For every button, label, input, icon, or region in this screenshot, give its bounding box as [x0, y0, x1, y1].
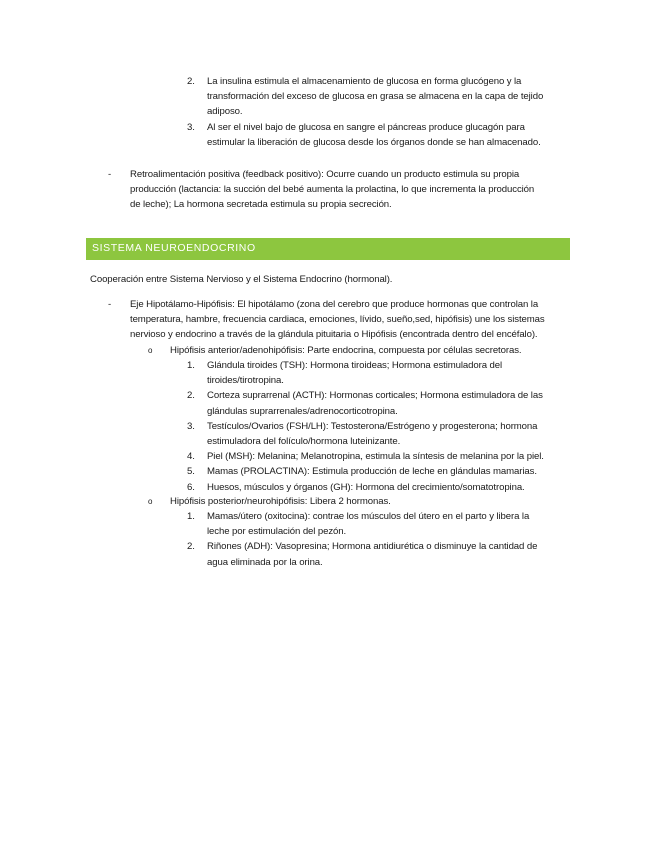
list-text-line: Huesos, músculos y órganos (GH): Hormona del crecimiento/somatotropina.: [207, 481, 525, 493]
bullet-text-line: Retroalimentación positiva (feedback positivo): Ocurre cuando un producto estimula su propia: [130, 169, 520, 180]
axis-bullet: [108, 297, 570, 343]
bullet-text-line: Eje Hipotálamo-Hipófisis: El hipotálamo (zona del cerebro que produce hormonas que controlan la: [130, 299, 539, 310]
bullet-text-line: temperatura, hambre, frecuencia cardiaca, emociones, lívido, sueño,sed, hipófisis) une los sistemas: [130, 314, 545, 326]
anterior-hormone-list: [187, 358, 567, 495]
list-text-line: glándulas suprarrenales/adrenocorticotropina.: [207, 405, 398, 417]
list-marker: 3.: [187, 420, 195, 432]
list-text-line: Corteza suprarrenal (ACTH): Hormonas corticales; Hormona estimuladora de las: [207, 390, 543, 402]
list-text-line: estimular la liberación de glucosa desde los órganos donde se han almacenado.: [207, 136, 541, 148]
list-text-line: Mamas (PROLACTINA): Estimula producción de leche en glándulas mamarias.: [207, 466, 537, 478]
section-intro: Cooperación entre Sistema Nervioso y el Sistema Endocrino (hormonal).: [90, 274, 393, 285]
list-item: [187, 480, 567, 495]
list-marker: 2.: [187, 390, 195, 402]
list-item: [187, 509, 567, 539]
list-marker: 4.: [187, 451, 195, 463]
list-marker: 2.: [187, 76, 195, 87]
list-item: [187, 358, 567, 388]
posterior-hormone-list: [187, 509, 567, 570]
list-text-line: estimuladora del folículo/hormona luteinizante.: [207, 436, 401, 448]
list-marker: 1.: [187, 360, 195, 371]
sub-bullet-text: Hipófisis posterior/neurohipófisis: Libera 2 hormonas.: [170, 496, 391, 507]
section-title: SISTEMA NEUROENDOCRINO: [92, 242, 256, 254]
list-text-line: La insulina estimula el almacenamiento de glucosa en forma glucógeno y la: [207, 76, 522, 87]
anterior-pituitary-item: [148, 343, 568, 358]
list-item: [187, 120, 567, 150]
bullet-text-line: nervioso y endocrino a través de la glándula pituitaria o Hipófisis (encontrada dentro del encéfalo).: [130, 329, 538, 341]
list-text-line: transformación del exceso de glucosa en grasa se almacena en la capa de tejido: [207, 91, 544, 103]
list-item: [187, 539, 567, 569]
section-banner: [86, 238, 570, 260]
posterior-pituitary-item: [148, 494, 568, 509]
sub-bullet-text: Hipófisis anterior/adenohipófisis: Parte endocrina, compuesta por células secretoras.: [170, 345, 522, 356]
list-marker: 1.: [187, 511, 195, 522]
list-text-line: Testículos/Ovarios (FSH/LH): Testosterona/Estrógeno y progesterona; hormona: [207, 420, 538, 432]
list-item: [187, 74, 567, 120]
list-item: [187, 449, 567, 464]
list-marker: 3.: [187, 121, 195, 133]
insulin-glucagon-list: [187, 74, 567, 150]
list-text-line: tiroides/tirotropina.: [207, 375, 284, 387]
list-text-line: Piel (MSH): Melanina; Melanotropina, estimula la síntesis de melanina por la piel.: [207, 451, 544, 463]
list-text-line: Glándula tiroides (TSH): Hormona tiroideas; Hormona estimuladora del: [207, 360, 503, 371]
list-text-line: Al ser el nivel bajo de glucosa en sangre el páncreas produce glucagón para: [207, 121, 525, 133]
list-item: [187, 464, 567, 479]
list-text-line: leche por estimulación del pezón.: [207, 526, 347, 538]
circle-marker: o: [148, 497, 153, 506]
list-marker: 2.: [187, 541, 195, 553]
list-marker: 6.: [187, 481, 195, 493]
list-text-line: agua eliminada por la orina.: [207, 556, 323, 568]
list-item: [187, 419, 567, 449]
list-text-line: Riñones (ADH): Vasopresina; Hormona antidiurética o disminuye la cantidad de: [207, 541, 538, 553]
list-text-line: Mamas/útero (oxitocina): contrae los músculos del útero en el parto y libera la: [207, 511, 530, 522]
list-text-line: adiposo.: [207, 106, 243, 118]
dash-marker: -: [108, 169, 112, 180]
list-marker: 5.: [187, 466, 195, 478]
circle-marker: o: [148, 346, 153, 355]
bullet-text-line: de leche); La hormona secretada estimula su propia secreción.: [130, 199, 392, 211]
positive-feedback-bullet: [108, 167, 570, 213]
bullet-text-line: producción (lactancia: la succión del bebé aumenta la prolactina, lo que incrementa la producción: [130, 184, 535, 196]
list-item: [187, 388, 567, 418]
dash-marker: -: [108, 299, 112, 310]
